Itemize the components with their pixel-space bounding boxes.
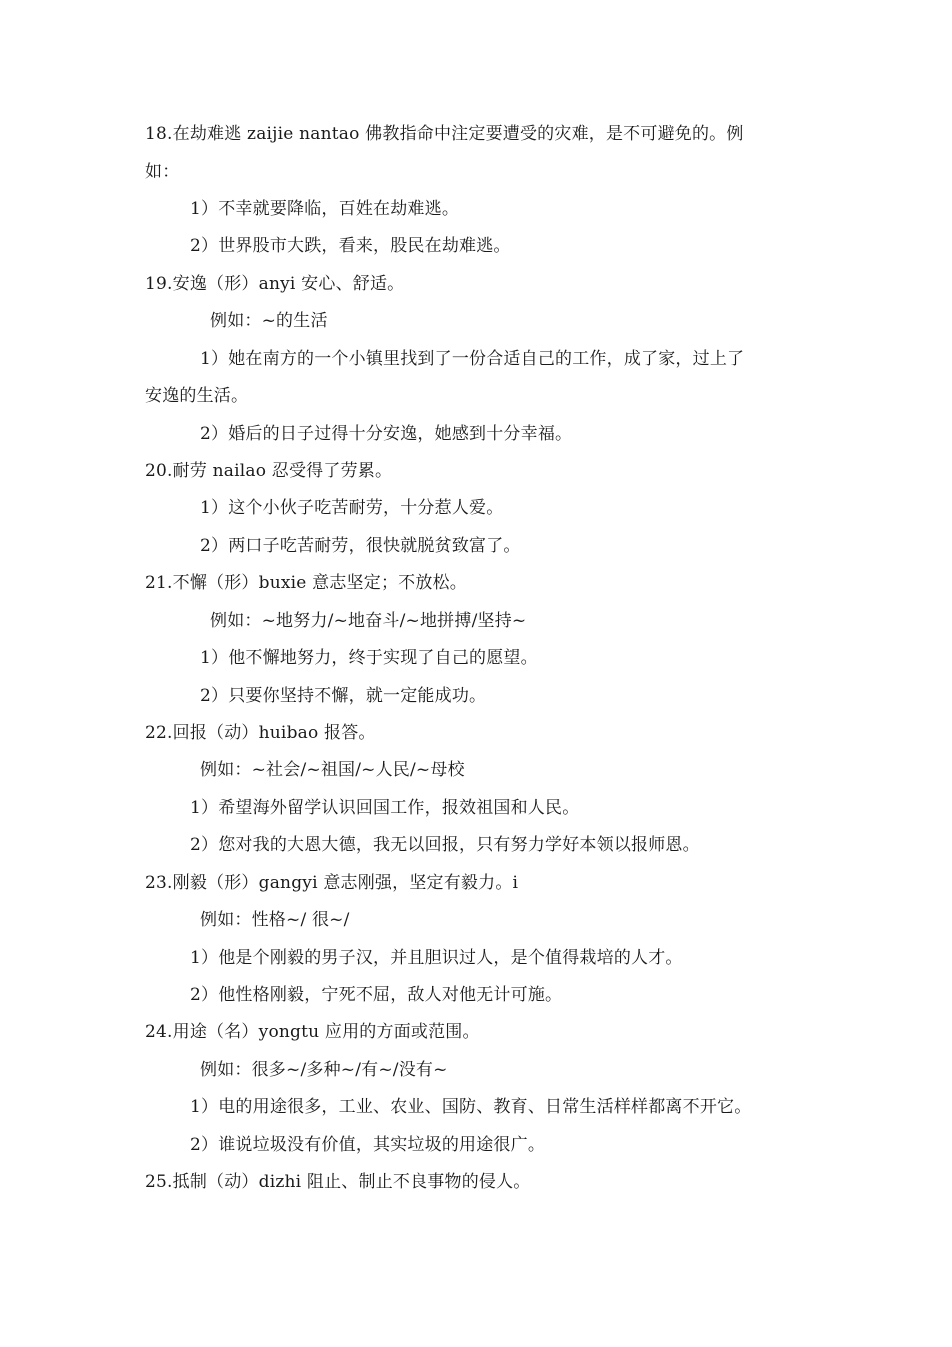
entry-19-example-2: 2）婚后的日子过得十分安逸，她感到十分幸福。	[200, 424, 573, 444]
entry-21-example-1: 1）他不懈地努力，终于实现了自己的愿望。	[200, 648, 538, 668]
entry-19-usage: 例如：~的生活	[210, 311, 328, 331]
entry-24-usage: 例如：很多~/多种~/有~/没有~	[200, 1060, 448, 1080]
entry-24-example-2: 2）谁说垃圾没有价值，其实垃圾的用途很广。	[190, 1135, 546, 1155]
entry-21-example-2: 2）只要你坚持不懈，就一定能成功。	[200, 686, 487, 706]
entry-22-example-1: 1）希望海外留学认识回国工作，报效祖国和人民。	[190, 798, 580, 818]
entry-23-usage: 例如：性格~/ 很~/	[200, 910, 350, 930]
entry-24-example-1: 1）电的用途很多，工业、农业、国防、教育、日常生活样样都离不开它。	[190, 1097, 752, 1117]
entry-22-example-2: 2）您对我的大恩大德，我无以回报，只有努力学好本领以报师恩。	[190, 835, 700, 855]
entry-19-heading: 19.安逸（形）anyi 安心、舒适。	[145, 274, 405, 294]
entry-20-example-1: 1）这个小伙子吃苦耐劳，十分惹人爱。	[200, 498, 504, 518]
entry-20-example-2: 2）两口子吃苦耐劳，很快就脱贫致富了。	[200, 536, 521, 556]
entry-21-heading: 21.不懈（形）buxie 意志坚定；不放松。	[145, 573, 467, 593]
entry-23-heading: 23.刚毅（形）gangyi 意志刚强，坚定有毅力。i	[145, 873, 519, 893]
entry-22-usage: 例如：~社会/~祖国/~人民/~母校	[200, 760, 465, 780]
entry-24-heading: 24.用途（名）yongtu 应用的方面或范围。	[145, 1022, 480, 1042]
entry-20-heading: 20.耐劳 nailao 忍受得了劳累。	[145, 461, 393, 481]
entry-18-example-1: 1）不幸就要降临，百姓在劫难逃。	[190, 199, 460, 219]
entry-18-heading-continuation: 如：	[145, 162, 180, 182]
entry-18-heading: 18.在劫难逃 zaijie nantao 佛教指命中注定要遭受的灾难，是不可避免的。例	[145, 124, 744, 144]
entry-19-example-1: 1）她在南方的一个小镇里找到了一份合适自己的工作，成了家，过上了	[200, 349, 745, 369]
entry-25-heading: 25.抵制（动）dizhi 阻止、制止不良事物的侵人。	[145, 1172, 531, 1192]
entry-23-example-1: 1）他是个刚毅的男子汉，并且胆识过人，是个值得栽培的人才。	[190, 948, 683, 968]
entry-19-example-1-continuation: 安逸的生活。	[145, 386, 249, 406]
entry-18-example-2: 2）世界股市大跌，看来，股民在劫难逃。	[190, 236, 511, 256]
entry-21-usage: 例如：~地努力/~地奋斗/~地拼搏/坚持~	[210, 611, 527, 631]
entry-23-example-2: 2）他性格刚毅，宁死不屈，敌人对他无计可施。	[190, 985, 563, 1005]
entry-22-heading: 22.回报（动）huibao 报答。	[145, 723, 376, 743]
